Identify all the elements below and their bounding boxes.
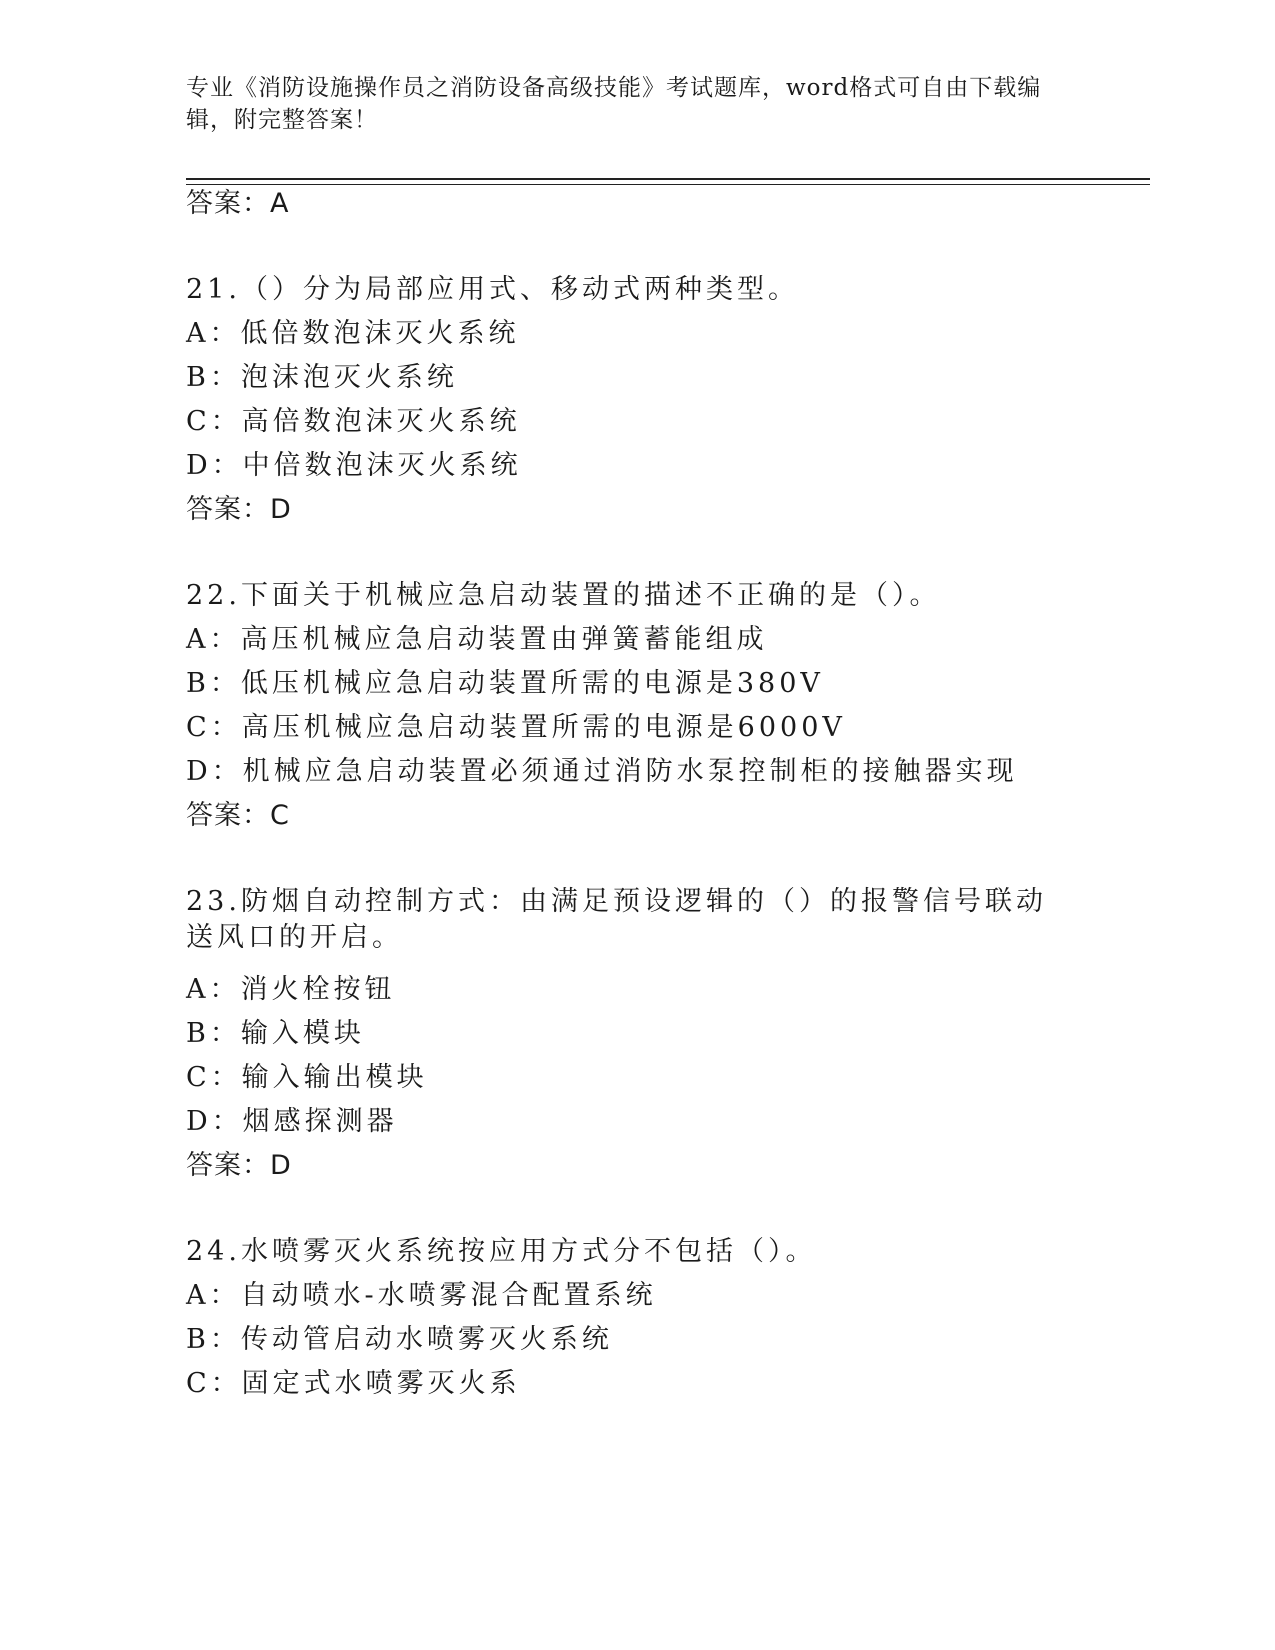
question-22-option-c: C：高压机械应急启动装置所需的电源是6000V <box>186 712 846 743</box>
previous-answer: 答案：A <box>186 188 290 219</box>
question-24-option-b: B：传动管启动水喷雾灭火系统 <box>186 1324 613 1355</box>
question-22-option-d: D：机械应急启动装置必须通过消防水泵控制柜的接触器实现 <box>186 756 1018 787</box>
question-24-option-c: C：固定式水喷雾灭火系 <box>186 1368 521 1399</box>
question-23-answer: 答案：D <box>186 1150 292 1181</box>
question-24-option-a: A：自动喷水-水喷雾混合配置系统 <box>186 1280 657 1311</box>
header-divider-thin <box>186 184 1150 185</box>
question-22-option-b: B：低压机械应急启动装置所需的电源是380V <box>186 668 824 699</box>
question-21-answer: 答案：D <box>186 494 292 525</box>
question-23-option-b: B：输入模块 <box>186 1018 365 1049</box>
document-header: 专业《消防设施操作员之消防设备高级技能》考试题库，word格式可自由下载编辑，附完整答案！ <box>186 75 1042 133</box>
question-23-stem: 23.防烟自动控制方式：由满足预设逻辑的（）的报警信号联动送风口的开启。 <box>186 886 1047 953</box>
question-22-stem: 22.下面关于机械应急启动装置的描述不正确的是（）。 <box>186 580 941 611</box>
question-21-option-d: D：中倍数泡沫灭火系统 <box>186 450 522 481</box>
question-21-option-c: C：高倍数泡沫灭火系统 <box>186 406 521 437</box>
question-22-option-a: A：高压机械应急启动装置由弹簧蓄能组成 <box>186 624 768 655</box>
question-23-option-d: D：烟感探测器 <box>186 1106 398 1137</box>
question-24-stem: 24.水喷雾灭火系统按应用方式分不包括（）。 <box>186 1236 817 1267</box>
question-22-answer: 答案：C <box>186 800 290 831</box>
question-23-option-a: A：消火栓按钮 <box>186 974 396 1005</box>
question-21-option-a: A：低倍数泡沫灭火系统 <box>186 318 520 349</box>
header-divider-thick <box>186 178 1150 180</box>
question-21-option-b: B：泡沫泡灭火系统 <box>186 362 458 393</box>
question-21-stem: 21.（）分为局部应用式、移动式两种类型。 <box>186 274 799 305</box>
question-23-option-c: C：输入输出模块 <box>186 1062 428 1093</box>
